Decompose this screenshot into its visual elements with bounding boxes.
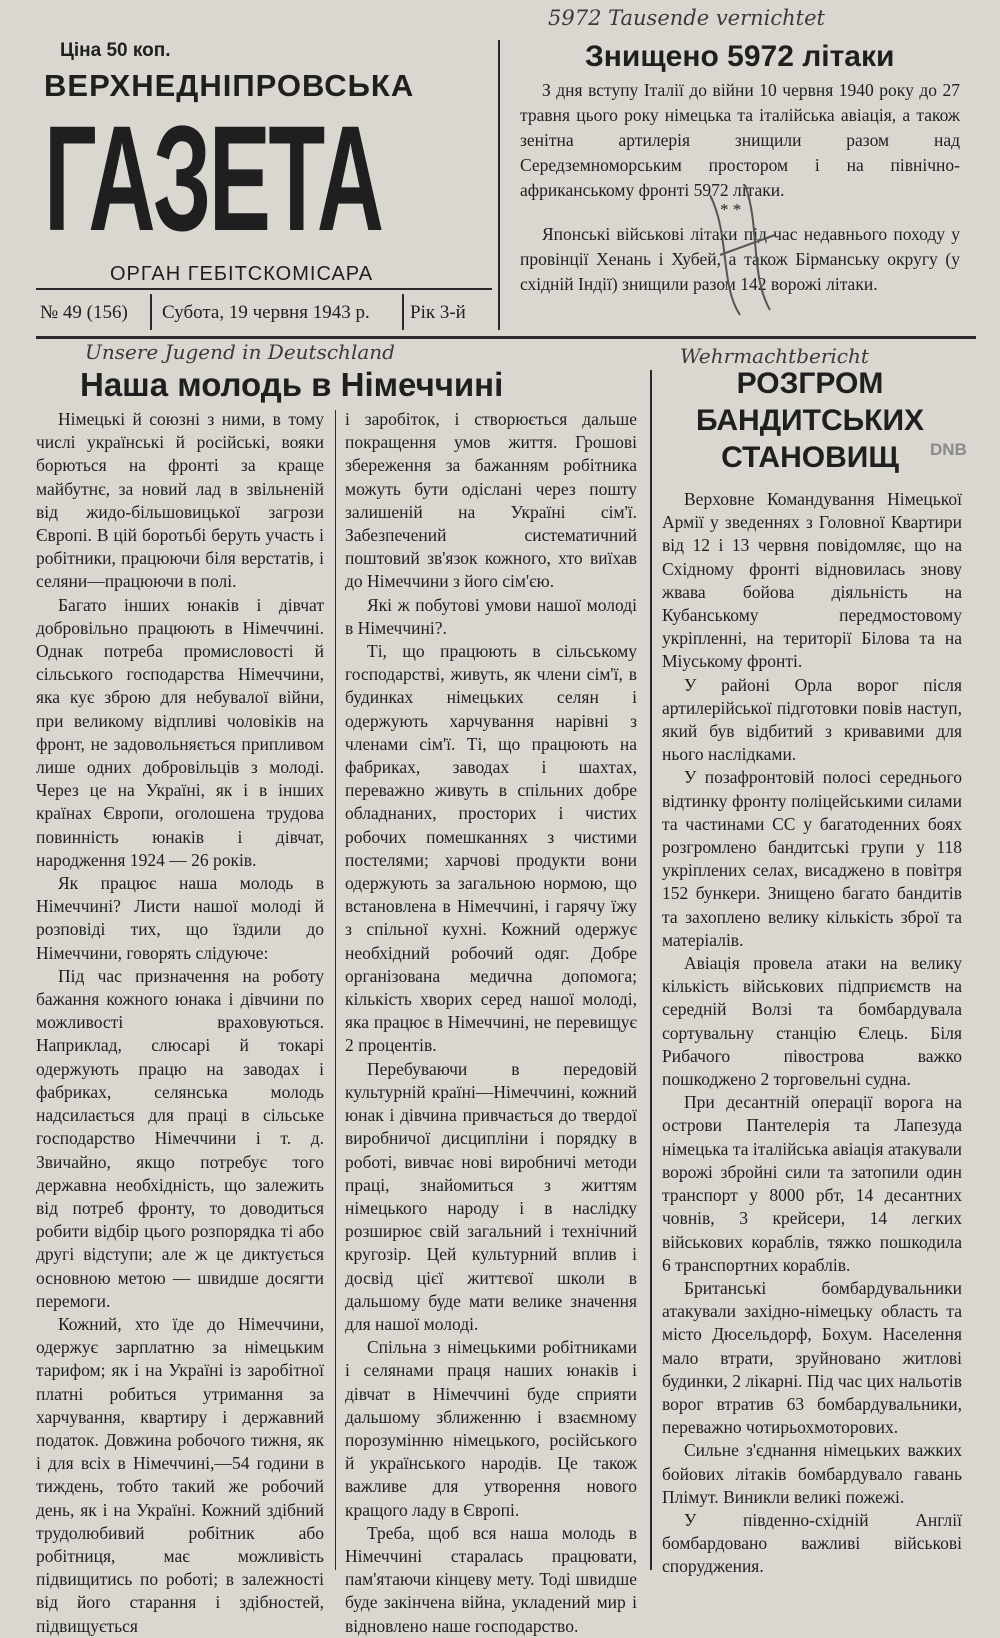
masthead-vertical-divider xyxy=(498,40,500,330)
side-article-headline-line-2: БАНДИТСЬКИХ xyxy=(695,404,925,437)
main-article-column-1 xyxy=(36,408,324,1638)
article-paragraph: Британські бомбардувальники атакували західно-німецьку область та місто Дюсельдорф, Бохум. Населення мало втрати, зруйновано житлові будинки, 2 лікарні. Під час цих нальотів ворог втратив 63 бомбардувальники, переважно чотирьохмоторових. xyxy=(662,1277,962,1438)
article-paragraph: Ті, що працюють в сільському господарстві, живуть, як члени сім'ї, в будинках німецьких селян і одержують харчування нарівні з членами сім'ї. Ті, що працюють на фабриках, заводах і шахтах, переважно живуть в спільних добре обладнаних, просторих і чистих робочих помешканнях з чистими постелями; харчові продукти вони одержують за загальною нормою, що встановлена в Німеччині, і гарячу їжу з спільної кухні. Кожний одержує необхідний робочий одяг. Добре організована медична допомога; кількість хворих серед нашої молоді, яка працює в Німеччині, не перевищує 2 процентів. xyxy=(345,641,637,1056)
column-divider-2 xyxy=(650,370,652,1570)
article-paragraph: У районі Орла ворог після артилерійської підготовки повів наступ, який був відбитий з кривавими для нього наслідками. xyxy=(662,674,962,765)
issue-year: Рік 3-й xyxy=(410,302,466,323)
dnb-stamp: DNB xyxy=(930,440,967,459)
article-paragraph: Кожний, хто їде до Німеччини, одержує зарплатню за німецьким тарифом; як і на Україні із заробітної платні робиться утримання за харчування, квартиру і державний податок. Довжина робочого тижня, як і для всіх в Німеччині,—54 години в тиждень, тобто такий же робочий день, як і на Україні. Кожний здібний трудолюбивий робітник або робітниця, має можливість підвищитись по роботі; в залежності від його старання і здібностей, підвищується xyxy=(36,1313,324,1636)
article-paragraph: Спільна з німецькими робітниками і селянами праця наших юнаків і дівчат в Німеччині буде сприяти дальшому зближенню і взаємному порозумінню німецького, російського й українського народів. Це також важливе для утворення нового кращого ладу в Європі. xyxy=(345,1337,637,1520)
pencil-scribble-mark xyxy=(700,175,790,325)
issue-divider-2 xyxy=(402,294,404,330)
handwritten-note-left: Unsere Jugend in Deutschland xyxy=(85,340,395,364)
article-paragraph: Німецькі й союзні з ними, в тому числі українські й російські, вояки борються на фронті за краще майбутнє, за новий лад в звільненій від жидо-більшовицької загрози Європі. В цій боротьбі беруть участь і робітники, працюючи біля верстатів, і селяни—працюючи в полі. xyxy=(36,409,324,592)
article-paragraph: Як працює наша молодь в Німеччині? Листи нашої молоді й розповіді тих, що їздили до Німеччини, говорять слідуюче: xyxy=(36,873,324,963)
article-paragraph: Які ж побутові умови нашої молоді в Німеччині?. xyxy=(345,594,637,638)
header-bottom-rule xyxy=(36,336,976,339)
article-paragraph: Авіація провела атаки на велику кількість військових підприємств на середній Волзі та бомбардувала сортувальну станцію Єлець. Біля Рибачого півострова важко пошкоджено 2 торговельні судна. xyxy=(662,953,962,1090)
article-paragraph: Сильне з'єднання німецьких важких бойових літаків бомбардувало гавань Плімут. Виникли великі пожежі. xyxy=(662,1440,962,1507)
organ-subtitle: ОРГАН ГЕБІТСКОМІСАРА xyxy=(110,263,374,285)
article-paragraph: Треба, щоб вся наша молодь в Німеччині старалась працювати, пам'ятаючи кінцеву мету. Тоді швидше буде закінчена війна, укладений мир і відновлено наше господарство. xyxy=(345,1522,637,1636)
newspaper-title: ГАЗЕТА xyxy=(44,94,382,262)
news-separator: * * xyxy=(720,200,742,219)
article-paragraph: Перебуваючи в передовій культурній країні—Німеччині, кожний юнак і дівчина привчається до твердої виробничої дисципліни і порядку в роботі, вивчає нові виробничі методи праці, знайомиться з життям німецького народу і в наслідку розширює свій загальний і технічний кругозір. Цей культурний вплив і досвід цієї життєвої школи в дальшому буде мати велике значення для нашої молоді. xyxy=(345,1058,637,1334)
issue-date: Субота, 19 червня 1943 р. xyxy=(162,302,370,323)
article-paragraph: При десантній операції ворога на острови Пантелерія та Лапезуда німецька та італійська авіація атакували ворожі збройні сили та затопили один транспорт у 8000 рбт, 14 десантних човнів, 3 крейсери, 14 легких військових кораблів, тяжко пошкодила 6 транспортних кораблів. xyxy=(662,1092,962,1275)
region-title: ВЕРХНЕДНІПРОВСЬКА xyxy=(44,68,415,103)
main-article-headline: Наша молодь в Німеччині xyxy=(80,366,504,403)
article-paragraph: У позафронтовій полосі середнього відтинку фронту поліцейськими силами та частинами СС у багатоденних боях розгромлено бандитські групи у 118 укріплених селах, висаджено в повітря 152 бункери. Знищено багато бандитів та захоплено велику кількість зброї та матеріалів. xyxy=(662,767,962,950)
column-divider-1 xyxy=(335,410,336,1570)
side-article-body xyxy=(662,488,962,1579)
article-paragraph: Під час призначення на роботу бажання кожного юнака і дівчини по можливості враховуються. Наприклад, слюсарі й токарі одержують працю на заводах і фабриках, селянська молодь надсилається для праці в сільське господарство Німеччини і т. д. Звичайно, якщо потребує того державна необхідність, що залежить від потреб фронту, то доводиться робити відбір цього розпорядка ті або другі відступи; але ж це диктується основною метою — швидше досягти перемоги. xyxy=(36,965,324,1311)
side-article-headline-line-3: СТАНОВИЩ xyxy=(721,441,899,474)
issue-divider-1 xyxy=(150,294,152,330)
side-article-headline-line-1: РОЗГРОМ xyxy=(736,367,884,400)
article-paragraph: Верховне Командування Німецької Армії у зведеннях з Головної Квартири від 12 і 13 червня повідомляє, що на Східному фронті відновилась знову жвава бойова діяльність на Кубанському передмостовому укріпленні, на території Білова та на Міуському фронті. xyxy=(662,489,962,672)
handwritten-note-top: 5972 Tausende vernichtet xyxy=(548,6,825,30)
price-label: Ціна 50 коп. xyxy=(60,40,171,61)
issue-number: № 49 (156) xyxy=(40,302,128,323)
top-news-paragraph-1: З дня вступу Італії до війни 10 червня 1940 року до 27 травня цього року німецька та італійська авіація, а також зенітна артилерія знищили разом над Середземноморським простором і на північно-африканському фронті 5972 літаки. xyxy=(520,80,960,200)
article-paragraph: і заробіток, і створюється дальше покращення умов життя. Грошові збереження за бажанням робітника можуть бути одіслані через пошту залишеній на Україні сім'ї. Забезпечений систематичний поштовий зв'язок кожного, хто виїхав до Німеччини з його сім'єю. xyxy=(345,409,637,592)
article-paragraph: Багато інших юнаків і дівчат добровільно працюють в Німеччині. Однак потреба промисловості й сільського господарства Німеччини, яка кує зброю для небувалої війни, при великому відпливі чоловіків на фронт, не задовольняється припливом лише одних добровільців з молоді. Через це на Україні, як і в інших країнах Європи, оголошена трудова повинність юнаків і дівчат, народження 1924 — 26 років. xyxy=(36,594,324,870)
top-news-headline: Знищено 5972 літаки xyxy=(585,40,895,73)
article-paragraph: У південно-східній Англії бомбардовано важливі військові споруджения. xyxy=(662,1509,962,1577)
handwritten-note-right: Wehrmachtbericht xyxy=(680,344,869,368)
main-article-column-2 xyxy=(345,408,637,1638)
masthead-divider-top xyxy=(36,288,492,290)
top-news-paragraph-2: Японські військові літаки під час недавнього походу у провінції Хенань і Хубей, а також Бірманську округу (у східній Індії) знищили разом 142 ворожі літаки. xyxy=(520,224,960,294)
